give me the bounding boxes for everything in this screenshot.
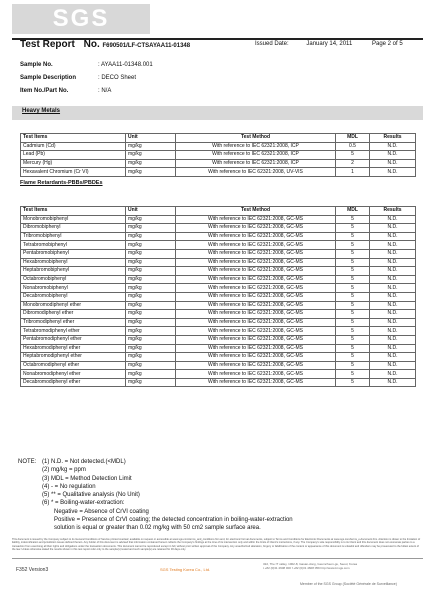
sample-desc-value: : DECO Sheet: [98, 75, 137, 81]
cell-result: N.D.: [370, 267, 416, 276]
cell-method: With reference to IEC 62321:2008, GC-MS: [176, 310, 336, 319]
cell-unit: mg/kg: [126, 370, 176, 379]
table-header-row: [21, 134, 416, 143]
cell-method: With reference to IEC 62321:2008, GC-MS: [176, 275, 336, 284]
cell-unit: mg/kg: [126, 151, 176, 160]
cell-test-item: Decabromodiphenyl ether: [21, 378, 126, 387]
cell-method: With reference to IEC 62321:2008, GC-MS: [176, 241, 336, 250]
cell-mdl: 5: [336, 151, 370, 160]
col-unit: Unit: [126, 207, 176, 216]
table-row: [21, 267, 416, 276]
issued-date: [255, 41, 352, 47]
cell-mdl: 5: [336, 353, 370, 362]
cell-mdl: 5: [336, 292, 370, 301]
section-heavy-metals: [12, 106, 423, 120]
number-label: No.: [83, 39, 100, 50]
notes-block: [18, 458, 293, 533]
cell-mdl: 5: [336, 267, 370, 276]
cell-method: With reference to IEC 62321:2008, GC-MS: [176, 335, 336, 344]
cell-method: With reference to IEC 62321:2008, GC-MS: [176, 292, 336, 301]
col-test-items: Test Items: [21, 134, 126, 143]
cell-unit: mg/kg: [126, 292, 176, 301]
cell-test-item: Hexavalent Chromium (Cr VI): [21, 168, 126, 177]
table-row: [21, 258, 416, 267]
cell-mdl: 0.5: [336, 142, 370, 151]
cell-unit: mg/kg: [126, 310, 176, 319]
table-row: [21, 215, 416, 224]
cell-mdl: 5: [336, 258, 370, 267]
cell-result: N.D.: [370, 344, 416, 353]
cell-result: N.D.: [370, 159, 416, 168]
cell-unit: mg/kg: [126, 344, 176, 353]
cell-method: With reference to IEC 62321:2008, ICP: [176, 142, 336, 151]
table-row: [21, 275, 416, 284]
cell-test-item: Decabromobiphenyl: [21, 292, 126, 301]
section-flame-retardants: Flame Retardants-PBBs/PBDEs: [20, 180, 103, 186]
table-row: [21, 142, 416, 151]
cell-mdl: 5: [336, 335, 370, 344]
cell-result: N.D.: [370, 275, 416, 284]
note-item: (6) * = Boiling-water-extraction:: [42, 500, 125, 507]
sample-no-label: Sample No.: [20, 62, 53, 68]
table-row: [21, 249, 416, 258]
cell-test-item: Tribromobiphenyl: [21, 232, 126, 241]
cell-unit: mg/kg: [126, 142, 176, 151]
cell-result: N.D.: [370, 168, 416, 177]
cell-method: With reference to IEC 62321:2008, GC-MS: [176, 378, 336, 387]
cell-test-item: Hexabromodiphenyl ether: [21, 344, 126, 353]
sample-no-row: [20, 62, 153, 68]
cell-test-item: Mercury (Hg): [21, 159, 126, 168]
cell-result: N.D.: [370, 215, 416, 224]
table-row: [21, 224, 416, 233]
cell-test-item: Tribromodiphenyl ether: [21, 318, 126, 327]
cell-test-item: Lead (Pb): [21, 151, 126, 160]
cell-test-item: Nonabromodiphenyl ether: [21, 370, 126, 379]
notes-label: NOTE:: [18, 459, 37, 465]
cell-method: With reference to IEC 62321:2008, GC-MS: [176, 344, 336, 353]
cell-unit: mg/kg: [126, 232, 176, 241]
issued-label: Issued Date:: [255, 41, 289, 47]
cell-test-item: Heptabromodiphenyl ether: [21, 353, 126, 362]
cell-result: N.D.: [370, 241, 416, 250]
cell-mdl: 5: [336, 361, 370, 370]
cell-unit: mg/kg: [126, 284, 176, 293]
cell-unit: mg/kg: [126, 301, 176, 310]
note-item: (4) - = No regulation: [42, 483, 96, 490]
table-header-row: [21, 207, 416, 216]
cell-unit: mg/kg: [126, 275, 176, 284]
sample-no-value: : AYAA11-01348.001: [98, 62, 153, 68]
title-text: Test Report: [20, 39, 75, 50]
cell-result: N.D.: [370, 284, 416, 293]
report-title: [20, 39, 190, 50]
section-heavy-metals-title: Heavy Metals: [22, 108, 61, 114]
cell-result: N.D.: [370, 327, 416, 336]
cell-result: N.D.: [370, 353, 416, 362]
table-row: [21, 378, 416, 387]
col-mdl: MDL: [336, 207, 370, 216]
cell-unit: mg/kg: [126, 168, 176, 177]
cell-mdl: 5: [336, 327, 370, 336]
sgs-logo: SGS: [12, 4, 150, 34]
cell-result: N.D.: [370, 378, 416, 387]
report-number: F690501/LF-CTSAYAA11-01348: [102, 43, 191, 49]
col-results: Results: [370, 207, 416, 216]
address-line: 322, The IT valley, 1002-8, Gasan-dong, Geumcheon-gu, Seoul, Korea: [263, 562, 358, 566]
cell-mdl: 5: [336, 224, 370, 233]
cell-mdl: 5: [336, 275, 370, 284]
cell-test-item: Cadmium (Cd): [21, 142, 126, 151]
cell-method: With reference to IEC 62321:2008, GC-MS: [176, 327, 336, 336]
cell-unit: mg/kg: [126, 378, 176, 387]
note-item: (2) mg/kg = ppm: [42, 467, 86, 474]
cell-result: N.D.: [370, 318, 416, 327]
cell-test-item: Tetrabromodiphenyl ether: [21, 327, 126, 336]
col-test-method: Test Method: [176, 207, 336, 216]
cell-mdl: 5: [336, 215, 370, 224]
sample-desc-label: Sample Description: [20, 75, 77, 81]
cell-test-item: Pentabromobiphenyl: [21, 249, 126, 258]
cell-test-item: Hexabromobiphenyl: [21, 258, 126, 267]
cell-mdl: 5: [336, 318, 370, 327]
sample-desc-row: [20, 75, 136, 81]
cell-test-item: Pentabromodiphenyl ether: [21, 335, 126, 344]
cell-method: With reference to IEC 62321:2008, GC-MS: [176, 232, 336, 241]
note-item: (5) ** = Qualitative analysis (No Unit): [42, 492, 140, 499]
cell-unit: mg/kg: [126, 267, 176, 276]
cell-mdl: 2: [336, 159, 370, 168]
note-item: Positive = Presence of CrVI coating; the detected concentration in boiling-water-extraction: [54, 517, 293, 524]
cell-unit: mg/kg: [126, 353, 176, 362]
footer-rule: [12, 558, 423, 559]
cell-result: N.D.: [370, 292, 416, 301]
table-row: [21, 344, 416, 353]
cell-method: With reference to IEC 62321:2008, GC-MS: [176, 284, 336, 293]
table-row: [21, 370, 416, 379]
cell-mdl: 5: [336, 310, 370, 319]
cell-test-item: Dibromobiphenyl: [21, 224, 126, 233]
cell-test-item: Nonabromobiphenyl: [21, 284, 126, 293]
cell-mdl: 1: [336, 168, 370, 177]
cell-unit: mg/kg: [126, 327, 176, 336]
issued-value: January 14, 2011: [306, 41, 353, 47]
cell-result: N.D.: [370, 249, 416, 258]
cell-mdl: 5: [336, 249, 370, 258]
page-number: Page 2 of 5: [372, 41, 403, 47]
cell-result: N.D.: [370, 370, 416, 379]
table-row: [21, 232, 416, 241]
cell-test-item: Octabromobiphenyl: [21, 275, 126, 284]
cell-result: N.D.: [370, 301, 416, 310]
cell-unit: mg/kg: [126, 241, 176, 250]
cell-method: With reference to IEC 62321:2008, GC-MS: [176, 361, 336, 370]
cell-method: With reference to IEC 62321:2008, GC-MS: [176, 370, 336, 379]
cell-method: With reference to IEC 62321:2008, GC-MS: [176, 224, 336, 233]
note-item: (1) N.D. = Not detected.(<MDL): [42, 459, 126, 465]
cell-test-item: Heptabromobiphenyl: [21, 267, 126, 276]
heavy-metals-table: [20, 133, 416, 177]
cell-method: With reference to IEC 62321:2008, GC-MS: [176, 301, 336, 310]
cell-mdl: 5: [336, 232, 370, 241]
note-item: solution is equal or greater than 0.02 mg/kg with 50 cm2 sample surface area.: [54, 525, 261, 532]
cell-test-item: Octabromodiphenyl ether: [21, 361, 126, 370]
cell-unit: mg/kg: [126, 224, 176, 233]
cell-test-item: Monobromobiphenyl: [21, 215, 126, 224]
cell-mdl: 5: [336, 370, 370, 379]
col-mdl: MDL: [336, 134, 370, 143]
table-row: [21, 301, 416, 310]
company-address: [263, 562, 357, 570]
table-row: [21, 318, 416, 327]
table-row: [21, 151, 416, 160]
cell-unit: mg/kg: [126, 215, 176, 224]
cell-result: N.D.: [370, 232, 416, 241]
table-row: [21, 361, 416, 370]
col-test-method: Test Method: [176, 134, 336, 143]
cell-result: N.D.: [370, 224, 416, 233]
cell-unit: mg/kg: [126, 249, 176, 258]
cell-result: N.D.: [370, 335, 416, 344]
cell-test-item: Tetrabromobiphenyl: [21, 241, 126, 250]
cell-method: With reference to IEC 62321:2008, GC-MS: [176, 215, 336, 224]
cell-mdl: 5: [336, 241, 370, 250]
cell-mdl: 5: [336, 284, 370, 293]
cell-method: With reference to IEC 62321:2008, ICP: [176, 159, 336, 168]
table-row: [21, 327, 416, 336]
company-name: SGS Testing Korea Co., Ltd.: [160, 567, 211, 572]
table-row: [21, 335, 416, 344]
cell-result: N.D.: [370, 258, 416, 267]
table-row: [21, 353, 416, 362]
note-item: (3) MDL = Method Detection Limit: [42, 475, 132, 482]
col-test-items: Test Items: [21, 207, 126, 216]
cell-method: With reference to IEC 62321:2008, ICP: [176, 151, 336, 160]
table-row: [21, 241, 416, 250]
cell-unit: mg/kg: [126, 318, 176, 327]
cell-result: N.D.: [370, 361, 416, 370]
cell-method: With reference to IEC 62321:2008, UV-VIS: [176, 168, 336, 177]
table-row: [21, 310, 416, 319]
fine-print: This document is issued by the Company subject to its General Conditions of Service printed overleaf, available on request or accessible at www.sgs.com/terms_and_conditions.htm and, for electronic format documents, subject to Terms and Conditions for Electronic Documents at www.sgs.com/terms_e-document.htm. Attention is drawn to the limitation of liability, indemnification and jurisdiction issues defined therein. Any holder of this document is advised that information contained hereon reflects the Company's findings at the time of its intervention only and within the limits of Client's instructions, if any. The Company's sole responsibility is to its Client and this document does not exonerate parties to a transaction from exercising all their rights and obligations under the transaction documents. This document cannot be reproduced except in full, without prior written approval of the Company. Any unauthorized alteration, forgery or falsification of the content or appearance of this document is unlawful and offenders may be prosecuted to the fullest extent of the law. Unless otherwise stated the results shown in this test report refer only to the sample(s) tested and such sample(s) are retained for 30 days only.: [12, 538, 421, 552]
table-row: [21, 159, 416, 168]
member-line: Member of the SGS Group (Société Générale de Surveillance): [300, 582, 397, 586]
contact-line: t +82 (0)31 4608 000 f +82 (0)31 4608 059 http://www.kr.sgs.com: [263, 566, 350, 570]
cell-method: With reference to IEC 62321:2008, GC-MS: [176, 249, 336, 258]
item-no-row: [20, 88, 111, 94]
form-code: F352 Version3: [16, 567, 49, 573]
cell-unit: mg/kg: [126, 258, 176, 267]
cell-unit: mg/kg: [126, 335, 176, 344]
cell-result: N.D.: [370, 151, 416, 160]
note-item: Negative = Absence of CrVI coating: [54, 508, 149, 515]
table-row: [21, 292, 416, 301]
cell-test-item: Dibromodiphenyl ether: [21, 310, 126, 319]
cell-method: With reference to IEC 62321:2008, GC-MS: [176, 267, 336, 276]
table-row: [21, 168, 416, 177]
cell-mdl: 5: [336, 344, 370, 353]
cell-result: N.D.: [370, 310, 416, 319]
cell-mdl: 5: [336, 301, 370, 310]
cell-test-item: Monobromodiphenyl ether: [21, 301, 126, 310]
flame-retardants-table: [20, 206, 416, 387]
item-no-value: : N/A: [98, 88, 112, 94]
item-no-label: Item No./Part No.: [20, 88, 69, 94]
cell-unit: mg/kg: [126, 159, 176, 168]
cell-result: N.D.: [370, 142, 416, 151]
table-row: [21, 284, 416, 293]
col-results: Results: [370, 134, 416, 143]
cell-method: With reference to IEC 62321:2008, GC-MS: [176, 258, 336, 267]
col-unit: Unit: [126, 134, 176, 143]
cell-method: With reference to IEC 62321:2008, GC-MS: [176, 353, 336, 362]
cell-mdl: 5: [336, 378, 370, 387]
cell-method: With reference to IEC 62321:2008, GC-MS: [176, 318, 336, 327]
cell-unit: mg/kg: [126, 361, 176, 370]
